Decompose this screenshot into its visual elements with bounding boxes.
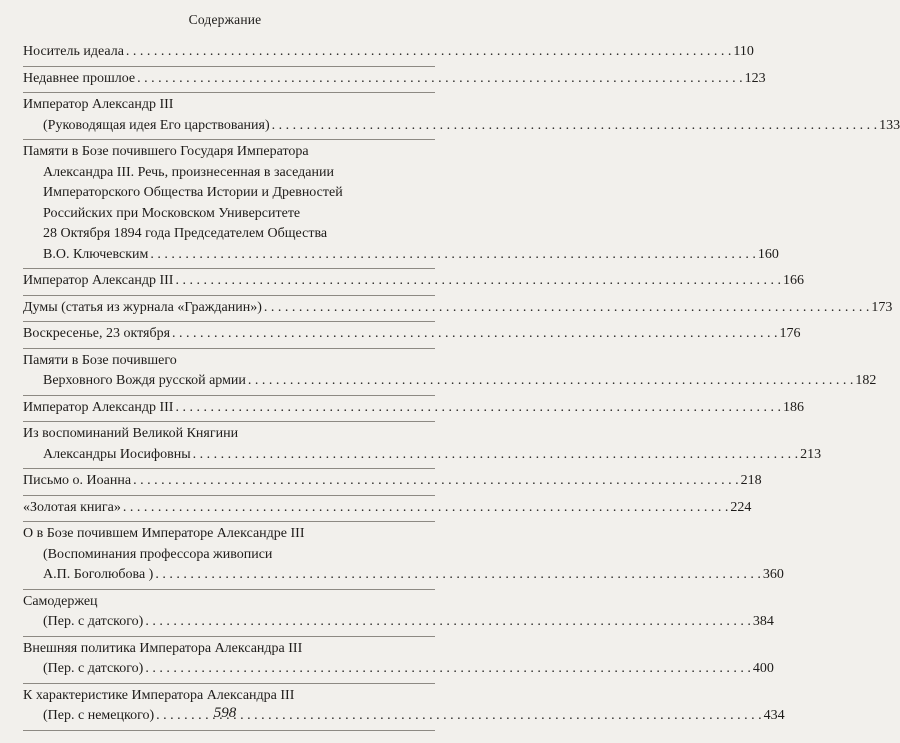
toc-entry-line bbox=[23, 565, 784, 586]
toc-entry-title: Император Александр III bbox=[23, 399, 174, 415]
toc-page-number: 434 bbox=[763, 708, 785, 723]
toc-page-number: 133 bbox=[879, 117, 900, 133]
toc-entry-line bbox=[23, 42, 754, 63]
toc-entry bbox=[23, 349, 877, 396]
toc-entry-title: В.О. Ключевским bbox=[43, 246, 149, 262]
toc-entry bbox=[23, 322, 801, 349]
toc-entry-title: Российских при Московском Университете bbox=[43, 205, 301, 221]
toc-page-number: 160 bbox=[757, 246, 779, 262]
toc-entry-line bbox=[23, 639, 435, 660]
toc-entry-line bbox=[23, 371, 877, 392]
toc-page-number: 186 bbox=[782, 399, 804, 415]
dot-leader bbox=[175, 271, 781, 292]
toc-entry-line bbox=[23, 163, 435, 184]
toc-entry bbox=[23, 637, 774, 684]
page-number: 598 bbox=[213, 705, 237, 721]
toc-page-number: 360 bbox=[762, 567, 784, 582]
toc-entry-title: Из воспоминаний Великой Княгини bbox=[23, 426, 239, 441]
toc-entry-title: А.П. Боголюбова ) bbox=[43, 567, 154, 582]
toc-entry bbox=[23, 590, 774, 637]
toc-entry-line bbox=[23, 612, 774, 633]
toc-entry-title: К характеристике Императора Александра III bbox=[23, 687, 295, 703]
toc-entry-line bbox=[23, 545, 435, 566]
dot-leader bbox=[126, 42, 732, 63]
dot-leader bbox=[133, 471, 739, 492]
toc-page-number: 110 bbox=[733, 44, 754, 59]
toc-entry-line bbox=[23, 498, 752, 519]
toc-entry bbox=[23, 140, 779, 269]
toc-entry-line bbox=[23, 592, 435, 613]
toc-entry-title: (Пер. с датского) bbox=[43, 614, 144, 629]
toc-entry bbox=[23, 396, 804, 423]
toc-entry-line bbox=[23, 298, 893, 319]
dot-leader bbox=[272, 116, 878, 137]
toc-entry-line bbox=[23, 69, 766, 90]
toc-page-number: 384 bbox=[752, 614, 774, 629]
toc-entry-line bbox=[23, 116, 900, 137]
toc-page-number: 213 bbox=[800, 446, 822, 462]
toc-entry bbox=[23, 422, 822, 469]
toc-entry-line bbox=[23, 183, 435, 204]
toc-entry-line bbox=[23, 524, 435, 545]
toc-entry-title: Внешняя политика Императора Александра III bbox=[23, 640, 303, 656]
toc-entry bbox=[23, 296, 893, 323]
toc-page-number: 400 bbox=[752, 661, 774, 676]
toc-entry-title: 28 Октября 1894 года Председателем Общества bbox=[43, 226, 328, 241]
toc-entry bbox=[23, 93, 900, 140]
toc-entry-line bbox=[23, 204, 435, 225]
toc-entry-title: (Пер. с датского) bbox=[43, 661, 144, 676]
dot-leader bbox=[155, 565, 761, 586]
dot-leader bbox=[150, 245, 756, 266]
toc-entry-title: Императорского Общества Истории и Древностей bbox=[43, 185, 343, 200]
toc-entry-line bbox=[23, 686, 435, 707]
toc-page-number: 173 bbox=[871, 299, 893, 315]
toc-entry-title: Воскресенье, 23 октября bbox=[23, 326, 171, 341]
toc-entry-title: Самодержец bbox=[23, 593, 98, 609]
toc-entry-title: (Руководящая идея Его царствования) bbox=[43, 117, 270, 133]
toc-entry bbox=[23, 522, 784, 590]
toc-entry bbox=[23, 269, 804, 296]
toc-entry bbox=[23, 496, 752, 523]
table-of-contents bbox=[23, 40, 900, 731]
toc-entry bbox=[23, 40, 754, 67]
toc-entry-title: Письмо о. Иоанна bbox=[23, 473, 132, 488]
toc-entry-line bbox=[23, 659, 774, 680]
toc-page-number: 166 bbox=[782, 273, 804, 288]
dot-leader bbox=[145, 659, 751, 680]
toc-entry-title: Недавнее прошлое bbox=[23, 70, 136, 86]
toc-entry-line bbox=[23, 351, 435, 372]
toc-entry-title: Носитель идеала bbox=[23, 44, 124, 59]
dot-leader bbox=[248, 371, 854, 392]
toc-page-number: 224 bbox=[730, 499, 752, 515]
toc-page-number: 218 bbox=[740, 473, 762, 488]
toc-entry bbox=[23, 67, 766, 94]
toc-entry bbox=[23, 469, 762, 496]
dot-leader bbox=[264, 298, 870, 319]
running-head: Содержание bbox=[188, 12, 262, 27]
toc-page-number: 176 bbox=[779, 326, 801, 341]
toc-entry-title: Император Александр III bbox=[23, 273, 174, 288]
dot-leader bbox=[175, 398, 781, 419]
toc-entry-title: Памяти в Бозе почившего Государя Императора bbox=[23, 144, 309, 159]
toc-entry-line bbox=[23, 245, 779, 266]
toc-entry-title: О в Бозе почившем Императоре Александре III bbox=[23, 526, 305, 541]
toc-entry-line bbox=[23, 271, 804, 292]
toc-entry-line bbox=[23, 445, 822, 466]
toc-page-number: 123 bbox=[744, 70, 766, 86]
dot-leader bbox=[193, 445, 799, 466]
dot-leader bbox=[137, 69, 743, 90]
toc-entry-title: Император Александр III bbox=[23, 97, 174, 112]
toc-entry-line bbox=[23, 95, 435, 116]
toc-entry-title: Верховного Вождя русской армии bbox=[43, 373, 246, 388]
toc-page-number: 182 bbox=[855, 373, 877, 388]
toc-entry-line bbox=[23, 398, 804, 419]
dot-leader bbox=[172, 324, 778, 345]
toc-entry-line bbox=[23, 424, 435, 445]
toc-entry-title: «Золотая книга» bbox=[23, 499, 121, 515]
toc-entry-line bbox=[23, 142, 435, 163]
toc-entry-line bbox=[23, 324, 801, 345]
toc-entry-title: Александра III. Речь, произнесенная в заседании bbox=[43, 164, 334, 180]
toc-entry-title: Памяти в Бозе почившего bbox=[23, 352, 177, 368]
toc-entry-title: (Воспоминания профессора живописи bbox=[43, 546, 273, 562]
dot-leader bbox=[145, 612, 751, 633]
toc-entry-title: (Пер. с немецкого) bbox=[43, 708, 155, 723]
toc-entry-line bbox=[23, 471, 762, 492]
toc-entry-line bbox=[23, 224, 435, 245]
toc-entry-title: Думы (статья из журнала «Гражданин») bbox=[23, 299, 262, 315]
toc-entry-title: Александры Иосифовны bbox=[43, 446, 191, 462]
dot-leader bbox=[123, 498, 729, 519]
